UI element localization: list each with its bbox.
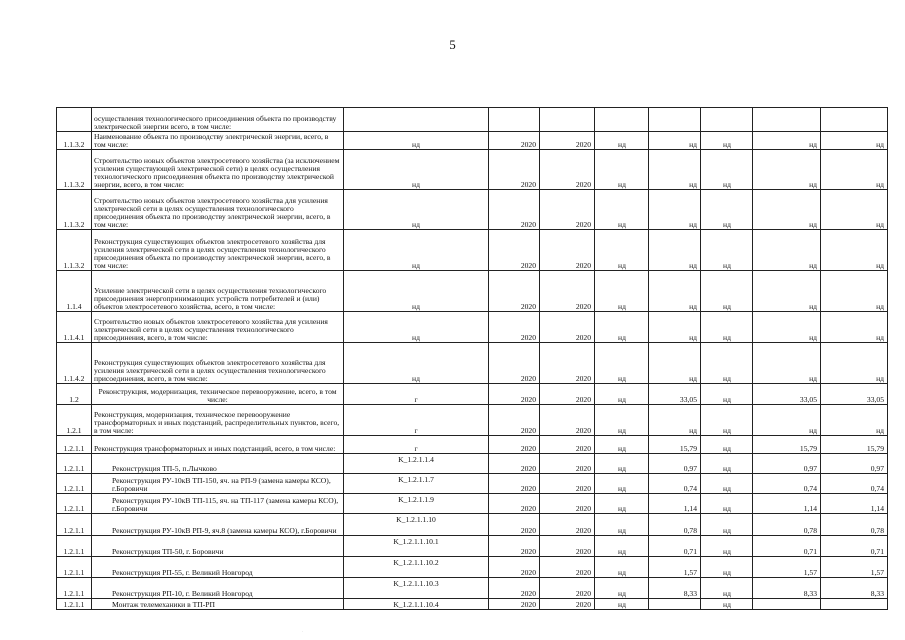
row-name: Реконструкция РУ-10кВ ТП-150, яч. на РП-9 (замена камеры КСО), г.Боровичи — [92, 474, 344, 494]
row-project-id: K_1.2.1.1.10.3 — [344, 578, 489, 599]
row-name: Строительство новых объектов электросетевого хозяйства (за исключением усиления существующей электрической сети) в целях осуществления технологического присоединения объекта по производству электрической энергии, всего, в том числе: — [92, 150, 344, 190]
row-value-4 — [753, 599, 821, 610]
table-row — [57, 474, 888, 494]
row-name: Реконструкция РП-55, г. Великий Новгород — [92, 557, 344, 578]
row-year-start: 2020 — [489, 150, 540, 190]
row-value-4: нд — [753, 405, 821, 436]
row-value-1: нд — [595, 343, 649, 384]
row-value-4: нд — [753, 343, 821, 384]
row-year-end: 2020 — [540, 514, 595, 536]
row-year-start: 2020 — [489, 536, 540, 557]
row-value-5: 8,33 — [821, 578, 888, 599]
row-value-4: нд — [753, 230, 821, 271]
row-value-3: нд — [701, 405, 753, 436]
row-value-4: 0,97 — [753, 454, 821, 474]
table-row — [57, 343, 888, 384]
table-row — [57, 108, 888, 132]
row-code: 1.1.3.2 — [57, 150, 92, 190]
table-row — [57, 190, 888, 230]
row-value-5: нд — [821, 150, 888, 190]
row-value-2: 8,33 — [649, 578, 701, 599]
row-code: 1.2.1.1 — [57, 514, 92, 536]
row-year-end: 2020 — [540, 536, 595, 557]
row-value-4: нд — [753, 312, 821, 343]
row-year-end: 2020 — [540, 578, 595, 599]
row-value-4: 0,71 — [753, 536, 821, 557]
table-row — [57, 405, 888, 436]
row-value-3: нд — [701, 312, 753, 343]
row-code: 1.2.1.1 — [57, 599, 92, 610]
row-value-5: 0,74 — [821, 474, 888, 494]
row-value-4 — [753, 108, 821, 132]
row-value-5: 0,71 — [821, 536, 888, 557]
row-year-end: 2020 — [540, 599, 595, 610]
table-row — [57, 271, 888, 312]
row-value-4: 15,79 — [753, 436, 821, 454]
row-code: 1.2.1 — [57, 405, 92, 436]
row-name: Строительство новых объектов электросетевого хозяйства для усиления электрической сети в целях осуществления технологического присоединения объекта по производству электрической энергии, всего, в том числе: — [92, 190, 344, 230]
row-year-end: 2020 — [540, 150, 595, 190]
table-row — [57, 599, 888, 610]
row-project-id: нд — [344, 150, 489, 190]
row-name: Реконструкция существующих объектов электросетевого хозяйства для усиления электрической сети в целях осуществления технологического присоединения, всего, в том числе: — [92, 343, 344, 384]
row-value-5 — [821, 108, 888, 132]
row-value-2: 0,97 — [649, 454, 701, 474]
row-project-id: нд — [344, 271, 489, 312]
row-name: Монтаж телемеханики в ТП-РП — [92, 599, 344, 610]
table-row — [57, 454, 888, 474]
row-value-2: 0,78 — [649, 514, 701, 536]
row-value-2: 15,79 — [649, 436, 701, 454]
page-number: 5 — [449, 37, 456, 52]
row-year-start: 2020 — [489, 578, 540, 599]
row-project-id: нд — [344, 312, 489, 343]
row-code: 1.1.3.2 — [57, 230, 92, 271]
row-year-start — [489, 108, 540, 132]
row-project-id: нд — [344, 230, 489, 271]
row-project-id — [344, 108, 489, 132]
table-row — [57, 312, 888, 343]
row-value-3: нд — [701, 474, 753, 494]
row-value-1: нд — [595, 599, 649, 610]
investment-program-table — [56, 107, 888, 610]
row-value-1: нд — [595, 190, 649, 230]
row-value-3: нд — [701, 436, 753, 454]
row-value-4: нд — [753, 190, 821, 230]
stray-mark: . — [302, 628, 303, 633]
row-year-start: 2020 — [489, 557, 540, 578]
row-value-3: нд — [701, 514, 753, 536]
row-value-2: 33,05 — [649, 384, 701, 405]
row-year-start: 2020 — [489, 271, 540, 312]
row-value-5: 33,05 — [821, 384, 888, 405]
row-value-4: 1,14 — [753, 494, 821, 514]
table-row — [57, 230, 888, 271]
row-code: 1.2.1.1 — [57, 436, 92, 454]
row-value-1: нд — [595, 557, 649, 578]
row-value-3: нд — [701, 271, 753, 312]
row-year-start: 2020 — [489, 343, 540, 384]
row-code: 1.2.1.1 — [57, 557, 92, 578]
row-value-2: нд — [649, 150, 701, 190]
row-value-5: 15,79 — [821, 436, 888, 454]
row-year-end: 2020 — [540, 474, 595, 494]
row-value-4: нд — [753, 132, 821, 150]
row-value-3: нд — [701, 190, 753, 230]
table-row — [57, 150, 888, 190]
row-value-1: нд — [595, 384, 649, 405]
row-value-2: нд — [649, 190, 701, 230]
row-name: Реконструкция ТП-5, п.Лычково — [92, 454, 344, 474]
row-value-3: нд — [701, 384, 753, 405]
row-year-end: 2020 — [540, 271, 595, 312]
row-value-1: нд — [595, 150, 649, 190]
row-value-3: нд — [701, 536, 753, 557]
row-value-5: нд — [821, 230, 888, 271]
row-year-start: 2020 — [489, 384, 540, 405]
row-name: Реконструкция РУ-10кВ РП-9, яч.8 (замена камеры КСО), г.Боровичи — [92, 514, 344, 536]
row-value-5: нд — [821, 271, 888, 312]
row-code: 1.1.4.1 — [57, 312, 92, 343]
row-name: Усиление электрической сети в целях осуществления технологического присоединения энергопринимающих устройств потребителей и (или) объектов электросетевого хозяйства, всего, в том числе: — [92, 271, 344, 312]
row-value-5: 0,78 — [821, 514, 888, 536]
row-project-id: нд — [344, 343, 489, 384]
row-value-4: 0,78 — [753, 514, 821, 536]
row-value-2: нд — [649, 343, 701, 384]
row-year-end: 2020 — [540, 454, 595, 474]
table-row — [57, 494, 888, 514]
row-value-3: нд — [701, 494, 753, 514]
row-code: 1.2.1.1 — [57, 536, 92, 557]
row-year-start: 2020 — [489, 494, 540, 514]
row-value-1: нд — [595, 474, 649, 494]
row-year-end: 2020 — [540, 436, 595, 454]
table-row — [57, 132, 888, 150]
row-year-end: 2020 — [540, 384, 595, 405]
row-name: Реконструкция РП-10, г. Великий Новгород — [92, 578, 344, 599]
row-value-3: нд — [701, 599, 753, 610]
row-project-id: K_1.2.1.1.10.2 — [344, 557, 489, 578]
row-value-1: нд — [595, 514, 649, 536]
row-project-id: K_1.2.1.1.7 — [344, 474, 489, 494]
row-year-end: 2020 — [540, 312, 595, 343]
row-value-1: нд — [595, 132, 649, 150]
row-value-3: нд — [701, 343, 753, 384]
row-year-end: 2020 — [540, 557, 595, 578]
row-value-2: нд — [649, 312, 701, 343]
row-value-4: нд — [753, 271, 821, 312]
row-name: Строительство новых объектов электросетевого хозяйства для усиления электрической сети в целях осуществления технологического присоединения, всего, в том числе: — [92, 312, 344, 343]
row-value-3: нд — [701, 132, 753, 150]
row-name: Наименование объекта по производству электрической энергии, всего, в том числе: — [92, 132, 344, 150]
row-project-id: нд — [344, 190, 489, 230]
row-value-3 — [701, 108, 753, 132]
row-year-start: 2020 — [489, 230, 540, 271]
row-year-start: 2020 — [489, 312, 540, 343]
row-project-id: K_1.2.1.1.4 — [344, 454, 489, 474]
row-value-3: нд — [701, 230, 753, 271]
row-value-1: нд — [595, 271, 649, 312]
row-name: Реконструкция, модернизация, техническое перевооружение трансформаторных и иных подстанций, распределительных пунктов, всего, в том числе: — [92, 405, 344, 436]
row-project-id: K_1.2.1.1.10 — [344, 514, 489, 536]
row-name: Реконструкция ТП-50, г. Боровичи — [92, 536, 344, 557]
row-year-end: 2020 — [540, 132, 595, 150]
row-value-5 — [821, 599, 888, 610]
row-value-4: нд — [753, 150, 821, 190]
row-value-2: нд — [649, 230, 701, 271]
row-project-id: г — [344, 405, 489, 436]
row-value-2: 0,71 — [649, 536, 701, 557]
row-year-start: 2020 — [489, 190, 540, 230]
row-value-2 — [649, 599, 701, 610]
row-year-start: 2020 — [489, 474, 540, 494]
row-value-2: нд — [649, 271, 701, 312]
row-value-2: нд — [649, 405, 701, 436]
row-value-1: нд — [595, 312, 649, 343]
table-row — [57, 557, 888, 578]
row-name: осуществления технологического присоединения объекта по производству электрической энергии всего, в том числе: — [92, 108, 344, 132]
table-row — [57, 578, 888, 599]
row-year-end: 2020 — [540, 494, 595, 514]
row-value-4: 33,05 — [753, 384, 821, 405]
row-code — [57, 108, 92, 132]
row-year-start: 2020 — [489, 132, 540, 150]
row-value-2: 0,74 — [649, 474, 701, 494]
row-value-5: 0,97 — [821, 454, 888, 474]
row-value-5: нд — [821, 190, 888, 230]
row-value-2: 1,14 — [649, 494, 701, 514]
row-value-5: нд — [821, 405, 888, 436]
row-value-2: нд — [649, 132, 701, 150]
row-year-start: 2020 — [489, 454, 540, 474]
row-value-5: нд — [821, 312, 888, 343]
row-value-1: нд — [595, 494, 649, 514]
row-value-1 — [595, 108, 649, 132]
row-value-5: 1,57 — [821, 557, 888, 578]
row-year-start: 2020 — [489, 436, 540, 454]
table-row — [57, 536, 888, 557]
row-value-5: нд — [821, 343, 888, 384]
table-row — [57, 514, 888, 536]
row-year-start: 2020 — [489, 405, 540, 436]
row-year-start: 2020 — [489, 599, 540, 610]
row-project-id: нд — [344, 132, 489, 150]
row-year-end: 2020 — [540, 343, 595, 384]
row-code: 1.2.1.1 — [57, 494, 92, 514]
row-value-2: 1,57 — [649, 557, 701, 578]
row-year-end: 2020 — [540, 190, 595, 230]
row-code: 1.2.1.1 — [57, 474, 92, 494]
row-value-3: нд — [701, 454, 753, 474]
row-value-3: нд — [701, 150, 753, 190]
row-year-end — [540, 108, 595, 132]
row-code: 1.1.4 — [57, 271, 92, 312]
row-name: Реконструкция, модернизация, техническое перевооружение, всего, в том числе: — [92, 384, 344, 405]
row-value-5: 1,14 — [821, 494, 888, 514]
row-code: 1.1.3.2 — [57, 132, 92, 150]
row-project-id: K_1.2.1.1.10.1 — [344, 536, 489, 557]
row-name: Реконструкция РУ-10кВ ТП-115, яч. на ТП-117 (замена камеры КСО), г.Боровичи — [92, 494, 344, 514]
row-project-id: K_1.2.1.1.10.4 — [344, 599, 489, 610]
table-body — [57, 108, 888, 610]
row-value-1: нд — [595, 405, 649, 436]
table-row — [57, 384, 888, 405]
row-year-end: 2020 — [540, 230, 595, 271]
row-code: 1.1.4.2 — [57, 343, 92, 384]
row-project-id: K_1.2.1.1.9 — [344, 494, 489, 514]
row-value-1: нд — [595, 578, 649, 599]
row-value-1: нд — [595, 436, 649, 454]
table-row — [57, 436, 888, 454]
row-code: 1.2 — [57, 384, 92, 405]
row-value-5: нд — [821, 132, 888, 150]
row-value-3: нд — [701, 578, 753, 599]
row-value-1: нд — [595, 454, 649, 474]
row-code: 1.1.3.2 — [57, 190, 92, 230]
row-value-3: нд — [701, 557, 753, 578]
row-year-end: 2020 — [540, 405, 595, 436]
row-value-2 — [649, 108, 701, 132]
row-code: 1.2.1.1 — [57, 578, 92, 599]
row-value-1: нд — [595, 230, 649, 271]
row-value-4: 8,33 — [753, 578, 821, 599]
row-name: Реконструкция трансформаторных и иных подстанций, всего, в том числе: — [92, 436, 344, 454]
row-value-4: 1,57 — [753, 557, 821, 578]
row-code: 1.2.1.1 — [57, 454, 92, 474]
row-project-id: г — [344, 436, 489, 454]
row-name: Реконструкция существующих объектов электросетевого хозяйства для усиления электрической сети в целях осуществления технологического присоединения объекта по производству электрической энергии, всего, в том числе: — [92, 230, 344, 271]
row-year-start: 2020 — [489, 514, 540, 536]
row-project-id: г — [344, 384, 489, 405]
row-value-1: нд — [595, 536, 649, 557]
row-value-4: 0,74 — [753, 474, 821, 494]
